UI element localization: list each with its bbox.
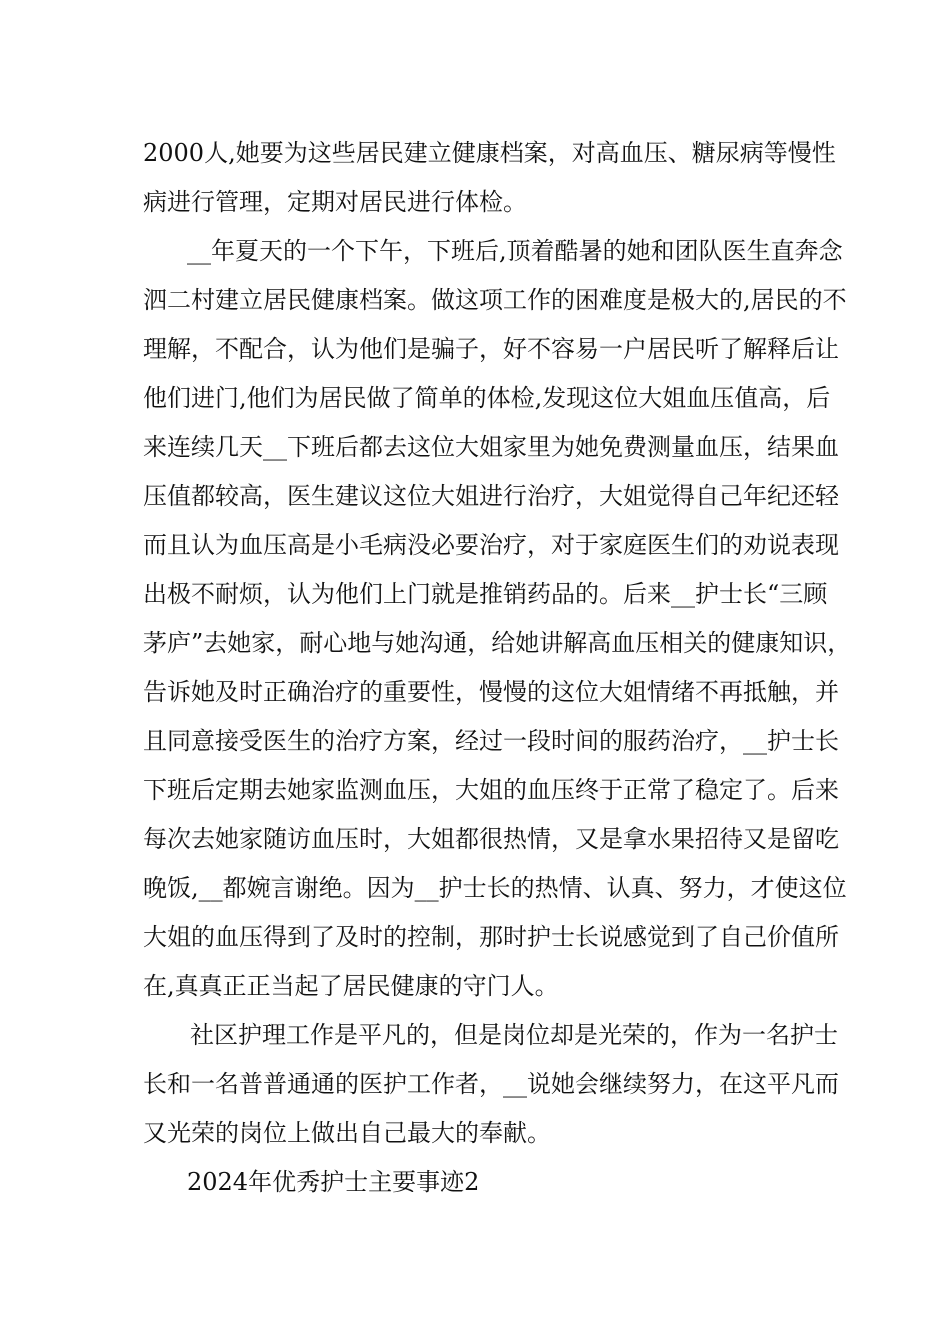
text-line: 社区护理工作是平凡的，但是岗位却是光荣的，作为一名护士 bbox=[190, 1021, 838, 1049]
text-line: 2000人,她要为这些居民建立健康档案，对高血压、糖尿病等慢性 bbox=[143, 139, 836, 167]
text-line: 他们进门,他们为居民做了简单的体检,发现这位大姐血压值高，后 bbox=[143, 384, 831, 412]
text-line: 来连续几天__下班后都去这位大姐家里为她免费测量血压，结果血 bbox=[143, 433, 839, 461]
text-line: 出极不耐烦，认为他们上门就是推销药品的。后来__护士长“三顾 bbox=[143, 580, 828, 608]
text-line: 而且认为血压高是小毛病没必要治疗，对于家庭医生们的劝说表现 bbox=[143, 531, 839, 559]
text-line: 长和一名普普通通的医护工作者，__说她会继续努力，在这平凡而 bbox=[143, 1070, 839, 1098]
text-line: 茅庐”去她家，耐心地与她沟通，给她讲解高血压相关的健康知识， bbox=[143, 629, 852, 657]
text-line: 泗二村建立居民健康档案。做这项工作的困难度是极大的,居民的不 bbox=[143, 286, 847, 314]
text-line: 告诉她及时正确治疗的重要性，慢慢的这位大姐情绪不再抵触，并 bbox=[143, 678, 839, 706]
text-line: 下班后定期去她家监测血压，大姐的血压终于正常了稳定了。后来 bbox=[143, 776, 839, 804]
section-heading: 2024年优秀护士主要事迹2 bbox=[187, 1168, 480, 1196]
text-line: 大姐的血压得到了及时的控制，那时护士长说感觉到了自己价值所 bbox=[143, 923, 839, 951]
text-line: 且同意接受医生的治疗方案，经过一段时间的服药治疗，__护士长 bbox=[143, 727, 839, 755]
text-line: 每次去她家随访血压时，大姐都很热情，又是拿水果招待又是留吃 bbox=[143, 825, 839, 853]
text-line: 理解，不配合，认为他们是骗子，好不容易一户居民听了解释后让 bbox=[143, 335, 839, 363]
text-line: 病进行管理，定期对居民进行体检。 bbox=[143, 188, 527, 216]
text-line: 在,真真正正当起了居民健康的守门人。 bbox=[143, 972, 559, 1000]
text-line: 又光荣的岗位上做出自己最大的奉献。 bbox=[143, 1119, 551, 1147]
text-line: __年夏天的一个下午，下班后,顶着酷暑的她和团队医生直奔念 bbox=[187, 237, 843, 265]
text-line: 压值都较高，医生建议这位大姐进行治疗，大姐觉得自己年纪还轻 bbox=[143, 482, 839, 510]
text-line: 晚饭,__都婉言谢绝。因为__护士长的热情、认真、努力，才使这位 bbox=[143, 874, 847, 902]
